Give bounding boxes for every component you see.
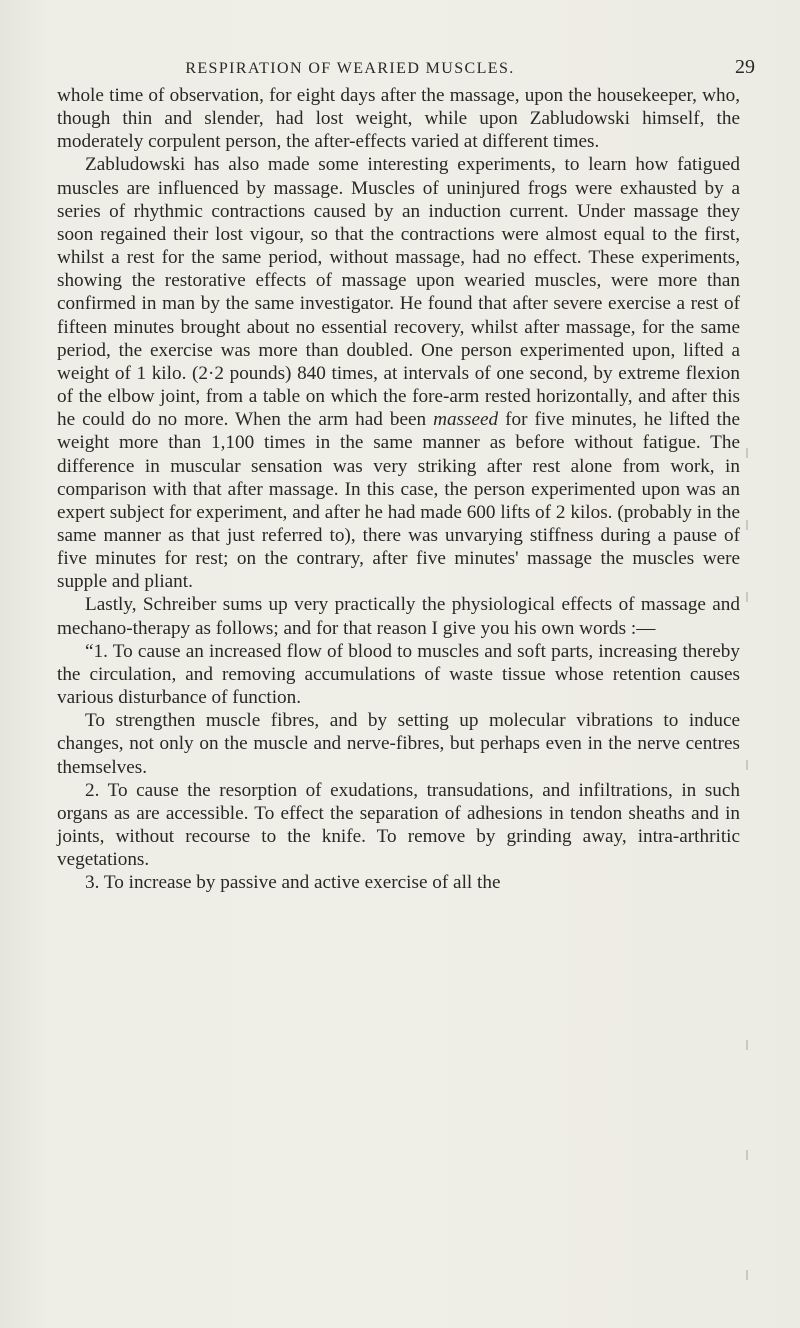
- paragraph-schreiber-intro: Lastly, Schreiber sums up very practically the physiological effects of massage and mechano-therapy as follows; and for that reason I give you his own words :—: [57, 594, 740, 639]
- paragraph-text: for five minutes, he lifted the weight more than 1,100 times in the same manner as before without fatigue. The difference in muscular sensation was very striking after rest alone from work, in comparison with that after massage. In this case, the person experimented upon was an expert subject for experiment, and after he had made 600 lifts of 2 kilos. (probably in the same manner as that just referred to), there was unvarying stiffness during a pause of five minutes for rest; on the contrary, after five minutes' massage the muscles were supple and pliant.: [57, 409, 740, 593]
- paragraph-point-1-continued: To strengthen muscle fibres, and by setting up molecular vibrations to induce changes, not only on the muscle and nerve-fibres, but perhaps even in the nerve centres themselves.: [57, 710, 740, 778]
- margin-mark: [746, 760, 748, 770]
- margin-mark: [746, 592, 748, 602]
- emphasis-masseed: masseed: [433, 409, 499, 431]
- margin-mark: [746, 448, 748, 458]
- margin-mark: [746, 1270, 748, 1280]
- paragraph-point-3: 3. To increase by passive and active exercise of all the: [85, 872, 501, 894]
- paragraph-continuation: whole time of observation, for eight days after the massage, upon the housekeeper, who, though thin and slender, had lost weight, while upon Zabludowski himself, the moderately corpulent person, the after-effects varied at different times.: [57, 85, 740, 153]
- paragraph-zabludowski-experiments: [57, 153, 740, 593]
- paragraph-point-1: “1. To cause an increased flow of blood to muscles and soft parts, increasing thereby the circulation, and removing accumulations of waste tissue whose retention causes various disturbance of function.: [57, 640, 740, 709]
- margin-mark: [746, 520, 748, 530]
- page-number: 29: [735, 56, 755, 78]
- margin-mark: [746, 1040, 748, 1050]
- body-text: [57, 84, 740, 894]
- paragraph-point-2: 2. To cause the resorption of exudations, transudations, and infiltrations, in such organs as are accessible. To effect the separation of adhesions in tendon sheaths and in joints, without recourse to the knife. To remove by grinding away, intra-arthritic vegetations.: [57, 779, 740, 871]
- margin-mark: [746, 1150, 748, 1160]
- running-head: RESPIRATION OF WEARIED MUSCLES.: [185, 60, 515, 77]
- paragraph-text: Zabludowski has also made some interesting experiments, to learn how fatigued muscles are influenced by massage. Muscles of uninjured frogs were exhausted by a series of rhythmic contractions caused by an induction current. Under massage they soon regained their lost vigour, so that the contractions were almost equal to the first, whilst a rest for the same period, without massage, had no effect. These experiments, showing the restorative effects of massage upon wearied muscles, were more than confirmed in man by the same investigator. He found that after severe exercise a rest of fifteen minutes brought about no essential recovery, whilst after massage, for the same period, the exercise was more than doubled. One person experimented upon, lifted a weight of 1 kilo. (2·2 pounds) 840 times, at intervals of one second, by extreme flexion of the elbow joint, from a table on which the fore-arm rested horizontally, and after this he could do no more. When the arm had been: [57, 154, 740, 431]
